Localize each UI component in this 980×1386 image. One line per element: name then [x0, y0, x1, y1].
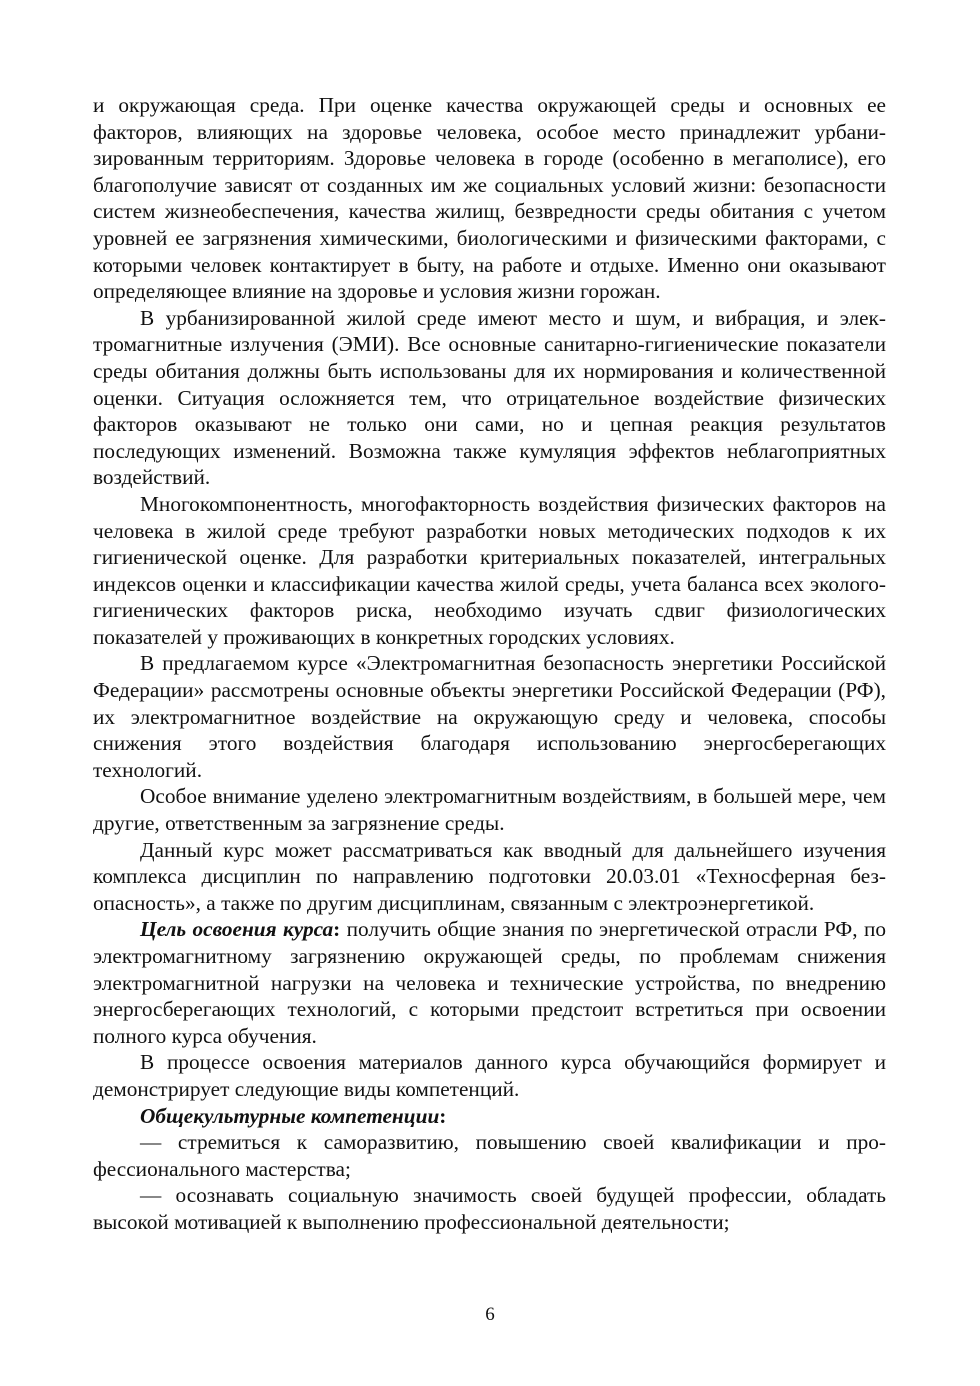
competencies-heading-colon: :	[439, 1103, 447, 1128]
list-item: — стремиться к саморазвитию, повышению своей квалификации и профессионального мастерства;	[93, 1130, 886, 1181]
course-goal-label: Цель освоения курса	[140, 917, 334, 942]
paragraph-special-attention: Особое внимание уделено электромагнитным воздействиям, в большей мере, чем другие, ответственным за загрязнение среды.	[93, 784, 886, 836]
page-number: 6	[485, 1304, 495, 1325]
competencies-heading	[93, 1103, 886, 1130]
course-goal-text: получить общие знания по энергетической отрасли РФ, по электромагнитному загрязнению окружающей среды, по проблемам снижения электромагнитной нагрузки на человека и технические устройства, по внедрению энергосберегающих технологий, с которыми предстоит встретиться при освоении полного курса обучения.	[93, 917, 886, 1048]
page-body	[93, 92, 886, 1236]
competencies-heading-label: Общекультурные компетенции	[140, 1103, 440, 1128]
list-item: — осознавать социальную значимость своей будущей профессии, обладать высокой мотивацией к выполнению профессиональной деятельности;	[93, 1183, 886, 1234]
paragraph-urban-environment: и окружающая среда. При оценке качества окружающей среды и основных ее факторов, влияющих на здоровье человека, особое место принадлежит урбанизированным территориям. Здоровье человека в городе (особенно в мегаполисе), его благополучие зависят от созданных им же социальных условий жизни: безопасности систем жизнеобеспечения, качества жилищ, безвредности среды обитания с учетом уровней ее загрязнения химическими, биологическими и физическими факторами, с которыми человек контактирует в быту, на работе и отдыхе. Именно они оказывают определяющее влияние на здоровье и условия жизни горожан.	[93, 93, 886, 304]
paragraph-introductory-course: Данный курс может рассматриваться как вводный для дальнейшего изучения комплекса дисциплин по направлению подготовки 20.03.01 «Техносферная безопасность», а также по другим дисциплинам, связанным с электроэнергетикой.	[93, 837, 886, 915]
course-goal-colon: :	[333, 917, 341, 942]
paragraph-multicomponent: Многокомпонентность, многофакторность воздействия физических факторов на человека в жилой среде требуют разработки новых методических подходов к их гигиенической оценке. Для разработки критериальных показателей, интегральных индексов оценки и классификации качества жилой среды, учета баланса всех эколого-гигиенических факторов риска, необходимо изучать сдвиг физиологических показателей у проживающих в конкретных городских условиях.	[93, 491, 886, 649]
paragraph-course-description: В предлагаемом курсе «Электромагнитная безопасность энергетики Российской Федерации» рассмотрены основные объекты энергетики Российской Федерации (РФ), их электромагнитное воздействие на окружающую среду и человека, способы снижения этого воздействия благодаря использованию энергосберегающих технологий.	[93, 651, 886, 782]
paragraph-competencies-intro: В процессе освоения материалов данного курса обучающийся формирует и демонстрирует следующие виды компетенций.	[93, 1050, 886, 1101]
paragraph-course-goal	[93, 916, 886, 1049]
paragraph-noise-vibration: В урбанизированной жилой среде имеют место и шум, и вибрация, и электромагнитные излучения (ЭМИ). Все основные санитарно-гигиенические показатели среды обитания должны быть использованы для их нормирования и количественной оценки. Ситуация осложняется тем, что отрицательное воздействие физических факторов оказывают не только они сами, но и цепная реакция результатов последующих изменений. Возможна также кумуляция эффектов неблагоприятных воздействий.	[93, 305, 886, 490]
